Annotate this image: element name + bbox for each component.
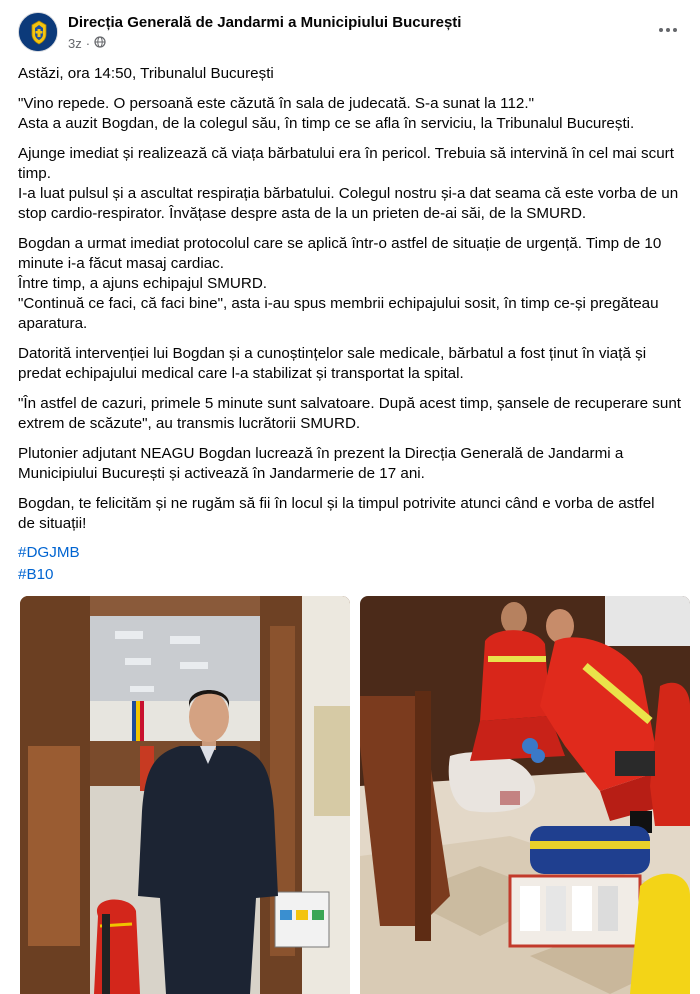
text-line: Între timp, a ajuns echipajul SMURD.	[18, 275, 268, 292]
text-line: "Continuă ce faci, că faci bine", asta i-au spus membrii echipajului sosit, în timp ce-și pregăteau	[18, 295, 659, 312]
text-line: predat echipajului medical care l-a stabilizat și transportat la spital.	[18, 365, 464, 382]
text-line: stop cardio-respirator. Învățase despre asta de la un prieten de-ai săi, de la SMURD.	[18, 205, 587, 222]
text-line: Plutonier adjutant NEAGU Bogdan lucrează în prezent la Direcția Generală de Jandarmi a	[18, 445, 624, 462]
text-line: Asta a auzit Bogdan, de la colegul său, în timp ce se afla în serviciu, la Tribunalul București.	[18, 115, 635, 132]
text-line: minute i-a făcut masaj cardiac.	[18, 255, 224, 272]
post-photo-gendarme[interactable]	[20, 596, 350, 994]
paragraph	[18, 394, 690, 434]
paragraph	[18, 144, 690, 224]
text-line: de situații!	[18, 515, 87, 532]
text-line: Datorită intervenției lui Bogdan și a cunoștințelor sale medicale, bărbatul a fost ținut în viață și	[18, 345, 647, 362]
text-line: timp.	[18, 165, 51, 182]
paragraph	[18, 234, 690, 334]
post-meta: 3z ·	[68, 36, 106, 51]
post-timestamp[interactable]: 3z	[68, 36, 82, 51]
hashtag-list	[18, 542, 690, 586]
text-line: aparatura.	[18, 315, 88, 332]
hashtag-link[interactable]: #DGJMB	[18, 544, 80, 561]
more-options-icon[interactable]	[654, 18, 682, 42]
post-header	[18, 12, 682, 56]
paragraph	[18, 64, 690, 84]
page-name-link[interactable]: Direcția Generală de Jandarmi a Municipiului București	[68, 14, 462, 31]
text-line: I-a luat pulsul și a ascultat respirația bărbatului. Colegul nostru și-a dat seama că este vorba de un	[18, 185, 679, 202]
page-avatar[interactable]	[18, 12, 58, 52]
post-photo-smurd-intervention[interactable]	[360, 596, 690, 994]
text-line: Ajunge imediat și realizează că viața bărbatului era în pericol. Trebuia să intervină în cel mai scurt	[18, 145, 674, 162]
globe-icon	[94, 36, 106, 51]
text-line: Bogdan a urmat imediat protocolul care se aplică într-o astfel de situație de urgență. Timp de 10	[18, 235, 662, 252]
text-line: Astăzi, ora 14:50, Tribunalul București	[18, 65, 274, 82]
text-line: "În astfel de cazuri, primele 5 minute sunt salvatoare. După acest timp, șansele de recuperare sunt	[18, 395, 682, 412]
text-line: "Vino repede. O persoană este căzută în sala de judecată. S-a sunat la 112."	[18, 95, 534, 112]
post-message	[18, 64, 690, 586]
text-line: extrem de scăzute", au transmis lucrătorii SMURD.	[18, 415, 361, 432]
paragraph	[18, 344, 690, 384]
hashtag-link[interactable]: #B10	[18, 566, 54, 583]
paragraph	[18, 94, 690, 134]
paragraph	[18, 444, 690, 484]
text-line: Bogdan, te felicităm și ne rugăm să fii în locul și la timpul potrivite atunci când e vorba de astfel	[18, 495, 655, 512]
paragraph	[18, 494, 690, 534]
text-line: Municipiului București și activează în Jandarmerie de 17 ani.	[18, 465, 425, 482]
